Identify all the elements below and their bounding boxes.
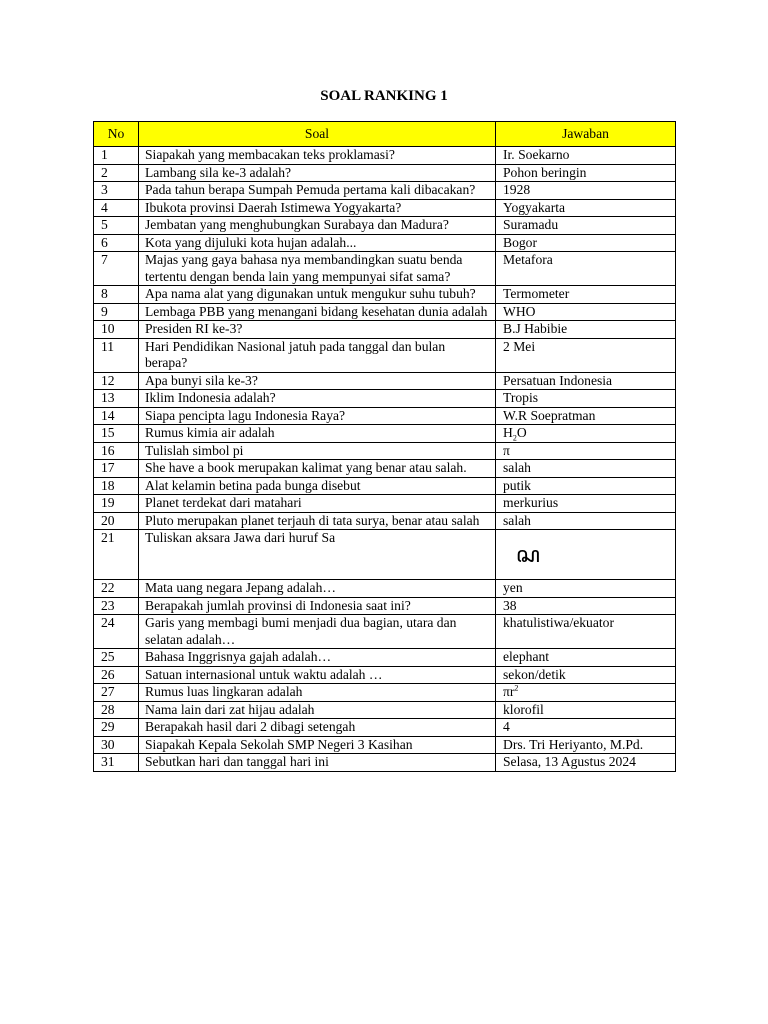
table-row [94, 182, 676, 200]
table-row [94, 597, 676, 615]
table-row [94, 252, 676, 286]
row-number: 14 [94, 407, 139, 425]
table-row [94, 666, 676, 684]
answer-cell: Suramadu [496, 217, 676, 235]
question-cell: Siapa pencipta lagu Indonesia Raya? [139, 407, 496, 425]
answer-cell: klorofil [496, 701, 676, 719]
row-number: 26 [94, 666, 139, 684]
table-row [94, 390, 676, 408]
answer-cell: Drs. Tri Heriyanto, M.Pd. [496, 736, 676, 754]
table-row [94, 303, 676, 321]
row-number: 1 [94, 147, 139, 165]
row-number: 7 [94, 252, 139, 286]
question-cell: She have a book merupakan kalimat yang benar atau salah. [139, 460, 496, 478]
row-number: 11 [94, 338, 139, 372]
javanese-sa-glyph: ꦱ [516, 542, 540, 567]
table-row [94, 580, 676, 598]
table-row [94, 234, 676, 252]
answer-cell: Yogyakarta [496, 199, 676, 217]
answer-cell: Metafora [496, 252, 676, 286]
row-number: 30 [94, 736, 139, 754]
question-cell: Lambang sila ke-3 adalah? [139, 164, 496, 182]
question-cell: Pada tahun berapa Sumpah Pemuda pertama kali dibacakan? [139, 182, 496, 200]
question-cell: Sebutkan hari dan tanggal hari ini [139, 754, 496, 772]
question-cell: Jembatan yang menghubungkan Surabaya dan Madura? [139, 217, 496, 235]
header-jawaban: Jawaban [496, 122, 676, 147]
question-cell: Mata uang negara Jepang adalah… [139, 580, 496, 598]
answer-cell [496, 684, 676, 702]
question-cell: Rumus luas lingkaran adalah [139, 684, 496, 702]
table-row [94, 649, 676, 667]
question-cell: Planet terdekat dari matahari [139, 495, 496, 513]
table-row [94, 701, 676, 719]
answer-cell: Ir. Soekarno [496, 147, 676, 165]
question-cell: Majas yang gaya bahasa nya membandingkan suatu benda tertentu dengan benda lain yang mempunyai sifat sama? [139, 252, 496, 286]
table-row [94, 719, 676, 737]
answer-cell: Selasa, 13 Agustus 2024 [496, 754, 676, 772]
table-row [94, 164, 676, 182]
row-number: 22 [94, 580, 139, 598]
question-cell: Rumus kimia air adalah [139, 425, 496, 443]
question-cell: Pluto merupakan planet terjauh di tata surya, benar atau salah [139, 512, 496, 530]
question-cell: Apa bunyi sila ke-3? [139, 372, 496, 390]
table-row [94, 321, 676, 339]
row-number: 20 [94, 512, 139, 530]
answer-cell: 1928 [496, 182, 676, 200]
question-cell: Berapakah jumlah provinsi di Indonesia saat ini? [139, 597, 496, 615]
table-row [94, 338, 676, 372]
table-row [94, 736, 676, 754]
question-cell: Hari Pendidikan Nasional jatuh pada tanggal dan bulan berapa? [139, 338, 496, 372]
row-number: 28 [94, 701, 139, 719]
question-cell: Satuan internasional untuk waktu adalah … [139, 666, 496, 684]
table-row [94, 407, 676, 425]
row-number: 21 [94, 530, 139, 580]
page-title: SOAL RANKING 1 [320, 88, 448, 104]
table-row [94, 684, 676, 702]
row-number: 25 [94, 649, 139, 667]
answer-cell [496, 425, 676, 443]
table-header-row [94, 122, 676, 147]
question-cell: Presiden RI ke-3? [139, 321, 496, 339]
answer-cell: Pohon beringin [496, 164, 676, 182]
row-number: 10 [94, 321, 139, 339]
answer-cell: Persatuan Indonesia [496, 372, 676, 390]
row-number: 16 [94, 442, 139, 460]
answer-cell: 38 [496, 597, 676, 615]
table-row [94, 495, 676, 513]
table-row [94, 442, 676, 460]
answer-main: πr [503, 684, 515, 699]
answer-cell: yen [496, 580, 676, 598]
row-number: 19 [94, 495, 139, 513]
quiz-table [93, 121, 676, 772]
table-row [94, 754, 676, 772]
answer-superscript: 2 [514, 683, 519, 693]
answer-cell: salah [496, 460, 676, 478]
table-row [94, 615, 676, 649]
question-cell: Alat kelamin betina pada bunga disebut [139, 477, 496, 495]
answer-cell: salah [496, 512, 676, 530]
row-number: 5 [94, 217, 139, 235]
table-row [94, 147, 676, 165]
question-cell: Nama lain dari zat hijau adalah [139, 701, 496, 719]
question-cell: Garis yang membagi bumi menjadi dua bagian, utara dan selatan adalah… [139, 615, 496, 649]
table-row [94, 425, 676, 443]
table-row [94, 460, 676, 478]
answer-cell: 4 [496, 719, 676, 737]
row-number: 4 [94, 199, 139, 217]
answer-cell: merkurius [496, 495, 676, 513]
row-number: 24 [94, 615, 139, 649]
row-number: 8 [94, 286, 139, 304]
table-row [94, 217, 676, 235]
row-number: 18 [94, 477, 139, 495]
question-cell: Iklim Indonesia adalah? [139, 390, 496, 408]
table-row [94, 199, 676, 217]
row-number: 12 [94, 372, 139, 390]
question-cell: Kota yang dijuluki kota hujan adalah... [139, 234, 496, 252]
answer-subscript: 2 [512, 433, 517, 443]
row-number: 31 [94, 754, 139, 772]
question-cell: Siapakah yang membacakan teks proklamasi? [139, 147, 496, 165]
answer-main: H [503, 425, 513, 440]
table-row [94, 372, 676, 390]
question-cell: Berapakah hasil dari 2 dibagi setengah [139, 719, 496, 737]
question-cell: Tulislah simbol pi [139, 442, 496, 460]
row-number: 13 [94, 390, 139, 408]
question-cell: Ibukota provinsi Daerah Istimewa Yogyakarta? [139, 199, 496, 217]
row-number: 29 [94, 719, 139, 737]
question-cell: Bahasa Inggrisnya gajah adalah… [139, 649, 496, 667]
table-row [94, 286, 676, 304]
answer-cell: putik [496, 477, 676, 495]
row-number: 17 [94, 460, 139, 478]
header-no: No [94, 122, 139, 147]
answer-cell: π [496, 442, 676, 460]
answer-cell: khatulistiwa/ekuator [496, 615, 676, 649]
answer-cell: 2 Mei [496, 338, 676, 372]
answer-cell: B.J Habibie [496, 321, 676, 339]
row-number: 3 [94, 182, 139, 200]
table-row [94, 512, 676, 530]
answer-cell: Termometer [496, 286, 676, 304]
row-number: 2 [94, 164, 139, 182]
question-cell: Tuliskan aksara Jawa dari huruf Sa [139, 530, 496, 580]
answer-cell: Tropis [496, 390, 676, 408]
table-row [94, 477, 676, 495]
table-row [94, 530, 676, 580]
answer-cell [496, 530, 676, 580]
row-number: 23 [94, 597, 139, 615]
answer-cell: elephant [496, 649, 676, 667]
question-cell: Apa nama alat yang digunakan untuk mengukur suhu tubuh? [139, 286, 496, 304]
row-number: 6 [94, 234, 139, 252]
answer-cell: sekon/detik [496, 666, 676, 684]
answer-cell: W.R Soepratman [496, 407, 676, 425]
row-number: 15 [94, 425, 139, 443]
answer-tail: O [516, 425, 527, 440]
row-number: 9 [94, 303, 139, 321]
question-cell: Siapakah Kepala Sekolah SMP Negeri 3 Kasihan [139, 736, 496, 754]
question-cell: Lembaga PBB yang menangani bidang kesehatan dunia adalah [139, 303, 496, 321]
row-number: 27 [94, 684, 139, 702]
answer-cell: Bogor [496, 234, 676, 252]
answer-cell: WHO [496, 303, 676, 321]
header-soal: Soal [139, 122, 496, 147]
